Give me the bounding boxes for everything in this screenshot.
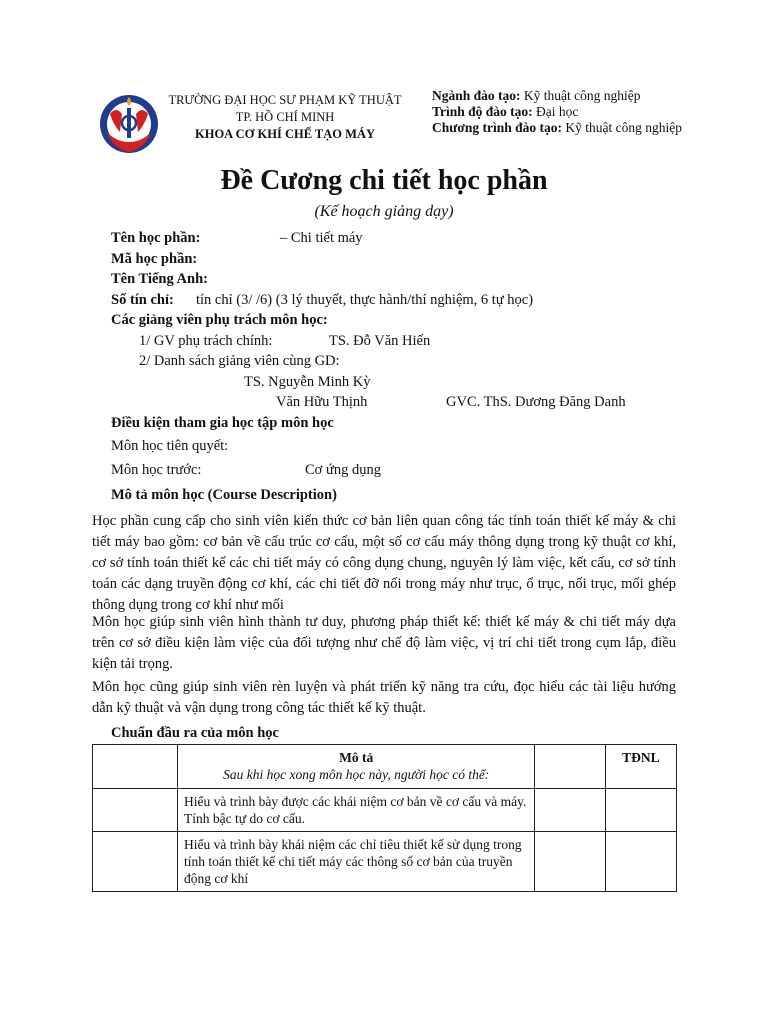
outcome-description: Hiểu và trình bày khái niệm các chỉ tiêu thiết kế sử dụng trong tính toán thiết kế chi tiết máy các thông số cơ bản của truyền động cơ khí (178, 832, 535, 892)
level-line (432, 104, 682, 120)
main-lecturer-label: 1/ GV phụ trách chính: (139, 333, 273, 349)
program-value: Kỹ thuật công nghiệp (565, 120, 682, 135)
table-cell (93, 789, 178, 832)
column-title-tdnl: TĐNL (605, 745, 676, 789)
level-value: Đại học (536, 104, 579, 119)
lecturers-label: Các giảng viên phụ trách môn học: (111, 312, 328, 328)
program-info (432, 88, 682, 136)
main-lecturer-value: TS. Đỗ Văn Hiến (329, 333, 431, 349)
table-cell (605, 789, 676, 832)
lecturer-b: Văn Hữu Thịnh (276, 394, 368, 410)
credits-label: Số tín chỉ: (111, 292, 174, 308)
outcome-description: Hiểu và trình bày được các khái niệm cơ bản về cơ cấu và máy. Tính bậc tự do cơ cấu. (178, 789, 535, 832)
university-header (150, 92, 420, 143)
lecturer-c: GVC. ThS. Dương Đăng Danh (446, 394, 626, 410)
description-paragraph-1: Học phần cung cấp cho sinh viên kiến thức cơ bản liên quan công tác tính toán thiết kế máy & chi tiết máy bao gồm: cơ bản về cấu trúc cơ cấu, một số cơ cấu máy thông dụng trong kỹ thuật cơ khí, cơ sở tính toán thiết kế các chi tiết máy có công dụng chung, nguyên lý làm việc, kết cấu, cơ sở tính toán các dạng truyền động cơ khí, các chi tiết đỡ nối trong máy như trục, ổ trục, nối trục, mối ghép thông dụng trong cơ khí như mối (92, 513, 676, 613)
table-cell (93, 745, 178, 789)
major-label: Ngành đào tạo: (432, 88, 521, 103)
english-name-label: Tên Tiếng Anh: (111, 271, 208, 287)
level-label: Trình độ đào tạo: (432, 104, 533, 119)
program-line (432, 120, 682, 136)
outcomes-heading: Chuẩn đầu ra của môn học (111, 725, 279, 741)
previous-value: Cơ ứng dụng (305, 462, 381, 478)
course-code-label: Mã học phần: (111, 251, 198, 267)
course-name-value: – Chi tiết máy (280, 230, 363, 246)
program-label: Chương trình đào tạo: (432, 120, 562, 135)
table-cell (535, 832, 605, 892)
description-paragraph-3: Môn học cũng giúp sinh viên rèn luyện và phát triển kỹ năng tra cứu, đọc hiểu các tài liệu hướng dẫn kỹ thuật và vận dụng trong công tác thiết kế kỹ thuật. (92, 679, 676, 716)
description-paragraph-2: Môn học giúp sinh viên hình thành tư duy, phương pháp thiết kế: thiết kế máy & chi tiết máy dựa trên cơ sở điều kiện làm việc của đối tượng như chế độ làm việc, vị trí chi tiết trong cụm lắp, điều kiện tải trọng. (92, 614, 676, 672)
faculty-name: KHOA CƠ KHÍ CHẾ TẠO MÁY (195, 127, 375, 141)
table-header-row (93, 745, 677, 789)
conditions-label: Điều kiện tham gia học tập môn học (111, 415, 334, 431)
lecturer-list-label: 2/ Danh sách giảng viên cùng GD: (139, 353, 340, 369)
previous-label: Môn học trước: (111, 462, 202, 478)
description-label: Mô tả môn học (Course Description) (111, 487, 337, 503)
major-value: Kỹ thuật công nghiệp (523, 88, 641, 103)
document-subtitle: (Kế hoạch giảng dạy) (314, 203, 454, 220)
table-cell (93, 832, 178, 892)
university-city: TP. HỒ CHÍ MINH (235, 110, 335, 124)
prereq-label: Môn học tiên quyết: (111, 438, 229, 454)
lecturer-a: TS. Nguyễn Minh Kỳ (244, 374, 371, 390)
table-cell (535, 745, 605, 789)
column-subtitle-description: Sau khi học xong môn học này, người học có thể: (223, 767, 490, 782)
table-row (93, 832, 677, 892)
table-row (93, 789, 677, 832)
table-cell (605, 832, 676, 892)
credits-value: tín chỉ (3/ /6) (3 lý thuyết, thực hành/thí nghiệm, 6 tự học) (196, 292, 534, 308)
university-name: TRƯỜNG ĐẠI HỌC SƯ PHẠM KỸ THUẬT (168, 93, 402, 107)
table-header-description (178, 745, 535, 789)
outcomes-table (92, 744, 677, 892)
major-line (432, 88, 682, 104)
document-title: Đề Cương chi tiết học phần (220, 165, 548, 196)
column-title-description: Mô tả (339, 750, 374, 765)
course-name-label: Tên học phần: (111, 230, 201, 246)
table-cell (535, 789, 605, 832)
